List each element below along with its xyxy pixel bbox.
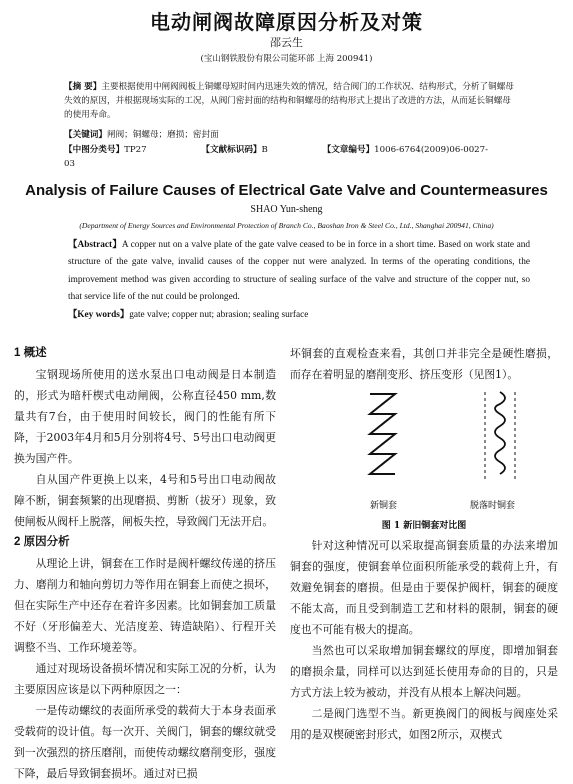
author-cn: 邵云生 xyxy=(270,36,303,49)
doc-code-value: B xyxy=(261,145,268,155)
figure-1-label-old: 脱落时铜套 xyxy=(470,501,516,511)
classification-row xyxy=(64,143,534,171)
abstract-cn-label: 【摘 要】 xyxy=(64,82,102,92)
keywords-en-label: 【Key words】 xyxy=(68,310,130,320)
keywords-cn xyxy=(64,128,514,142)
author-en: SHAO Yun-sheng xyxy=(250,204,323,215)
figure-1-label-new: 新铜套 xyxy=(370,501,398,511)
new-nut-thread-drawing xyxy=(370,394,395,474)
right-paragraph-3: 当然也可以采取增加铜套螺纹的厚度，即增加铜套的磨损余量，同样可以达到延长使用寿命的目的，只是方式方法上较为被动，并没有从根本上解决问题。 xyxy=(290,644,558,699)
section-2-paragraph-2: 通过对现场设备损坏情况和实际工况的分析，认为主要原因应该是以下两种原因之一： xyxy=(14,662,276,696)
body-left-column xyxy=(14,343,276,784)
body-right-column-top xyxy=(290,343,558,385)
doc-code-label: 【文献标识码】 xyxy=(201,145,262,155)
figure-1-copper-nut-comparison xyxy=(300,384,550,514)
right-paragraph-2: 针对这种情况可以采取提高铜套质量的办法来增加铜套的强度，使铜套单位面积所能承受的载荷上升，有效避免铜套的磨损。但是由于要保护阀杆，铜套的硬度不能太高，而且受到制造工艺和材料的限制，铜套的硬度也不可能有极大的提高。 xyxy=(290,539,558,636)
article-no-value: 1006-6764(2009)06-0027-03 xyxy=(64,145,489,169)
figure-1-caption: 图 1 新旧铜套对比图 xyxy=(381,521,467,531)
body-right-column-bottom xyxy=(290,535,558,745)
abstract-en-text: A copper nut on a valve plate of the gate valve ceased to be in force in a short time. Based on work state and structure of the gate valve, invalid causes of the copper nut were analyzed. In terms of the operating conditions, the improvement method was given according to structure of sealing surface of the valve and structure of the copper nut, so that service life of the nut could be prolonged. xyxy=(68,240,530,302)
paper-title-cn: 电动闸阀故障原因分析及对策 xyxy=(150,10,423,34)
clc-label: 【中图分类号】 xyxy=(64,145,125,155)
section-1-paragraph-2: 自从国产件更换上以来，4号和5号出口电动阀故障不断，铜套频繁的出现磨损、剪断（拔牙）现象，致使闸板从阀杆上脱落，闸板失控，导致阀门无法开启。 xyxy=(14,473,276,528)
keywords-en xyxy=(68,307,530,323)
abstract-en-label: 【Abstract】 xyxy=(68,240,122,250)
article-no-label: 【文章编号】 xyxy=(322,145,375,155)
worn-nut-thread-drawing xyxy=(485,392,515,479)
keywords-cn-text: 闸阀；铜螺母；磨损；密封面 xyxy=(106,130,219,140)
abstract-en xyxy=(68,237,530,306)
paper-title-en: Analysis of Failure Causes of Electrical Gate Valve and Countermeasures xyxy=(25,182,548,199)
clc-value: TP27 xyxy=(124,145,147,155)
keywords-cn-label: 【关键词】 xyxy=(64,130,107,140)
affiliation-en: (Department of Energy Sources and Environmental Protection of Branch Co., Baoshan Iron & Steel Co., Ltd., Shanghai 200941, China) xyxy=(79,221,494,230)
right-paragraph-1: 坏铜套的直观检查来看，其创口并非完全是硬性磨损，而存在着明显的磨削变形、挤压变形（见图1）。 xyxy=(290,347,558,381)
section-2-heading: 2 原因分析 xyxy=(14,536,70,548)
abstract-cn xyxy=(64,80,514,122)
affiliation-cn: (宝山钢铁股份有限公司能环部 上海 200941) xyxy=(200,54,373,64)
right-paragraph-4: 二是阀门选型不当。新更换阀门的阀板与阀座处采用的是双楔硬密封形式，如图2所示，双楔式 xyxy=(290,707,558,741)
keywords-en-text: gate valve; copper nut; abrasion; sealing surface xyxy=(129,310,309,320)
section-2-paragraph-3: 一是传动螺纹的表面所承受的载荷大于本身表面承受载荷的设计值。每一次开、关阀门，铜套的螺纹就受到一次强烈的挤压磨削，而使传动螺纹磨削变形，强度下降，最后导致铜套损坏。通过对已损 xyxy=(14,704,276,780)
abstract-cn-text: 主要根据使用中闸阀阀板上铜螺母短时间内迅速失效的情况，结合阀门的工作状况、结构形式，分析了铜螺母失效的原因，并根据现场实际的工况，从阀门密封面的结构和铜螺母的结构形式上提出了改进的方法，从而延长铜螺母的使用寿命。 xyxy=(64,82,514,120)
section-1-heading: 1 概述 xyxy=(14,347,47,359)
section-1-paragraph-1: 宝钢现场所使用的送水泵出口电动阀是日本制造的，形式为暗杆楔式电动闸阀，公称直径450 mm,数量共有7台，由于使用时间较长，阀门的性能有所下降，于2003年4月和5月分别将4号、5号出口电动阀更换为国产件。 xyxy=(14,368,276,465)
section-2-paragraph-1: 从理论上讲，铜套在工作时是阀杆螺纹传递的挤压力、磨削力和轴向剪切力等作用在铜套上而使之损坏，但在实际生产中还存在着许多因素。比如铜套加工质量不好（牙形偏差大、光洁度差、铸造缺陷）、行程开关调整不当、工作环境差等。 xyxy=(14,557,276,654)
